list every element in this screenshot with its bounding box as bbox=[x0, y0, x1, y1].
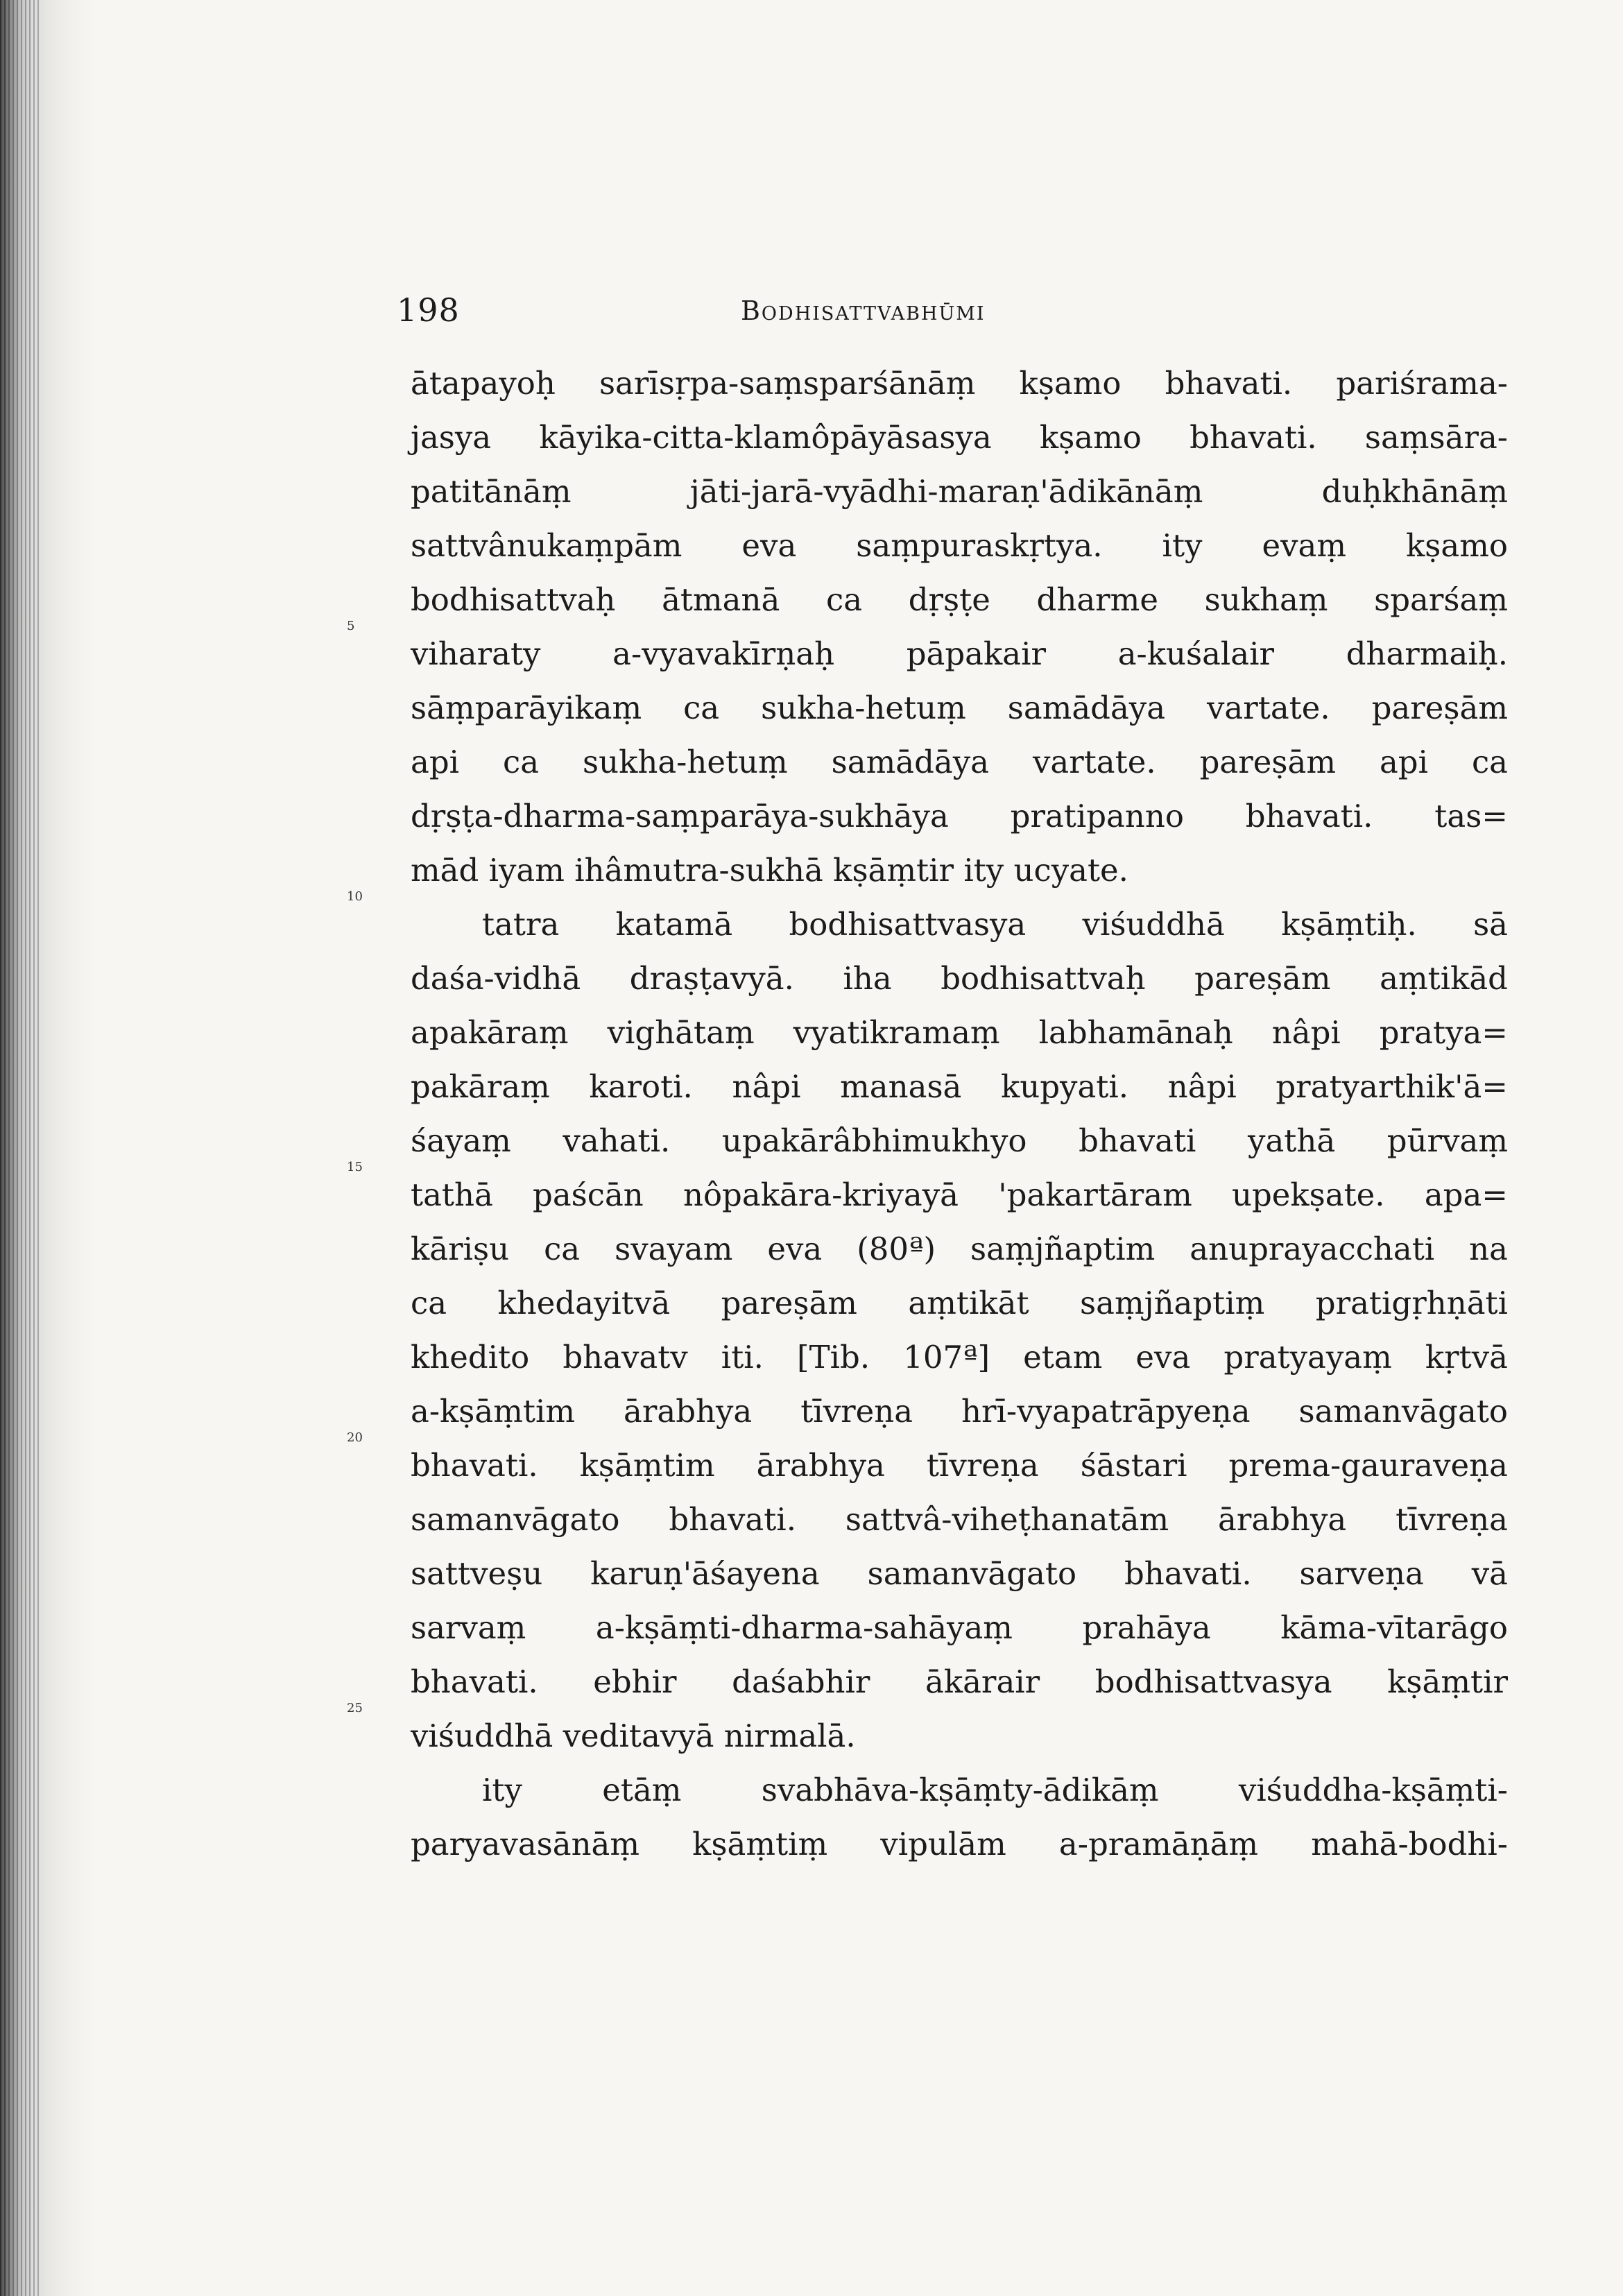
text-line: viśuddhā veditavyā nirmalā. bbox=[411, 1717, 856, 1754]
text-line: ca khedayitvā pareṣām aṃtikāt saṃjñaptiṃ pratigṛhṇāti bbox=[411, 1285, 1508, 1321]
text-line: samanvāgato bhavati. sattvâ-viheṭhanatām ārabhya tīvreṇa bbox=[411, 1501, 1508, 1538]
text-line: bodhisattvaḥ ātmanā ca dṛṣṭe dharme sukhaṃ sparśaṃ bbox=[411, 581, 1508, 618]
text-line: api ca sukha-hetuṃ samādāya vartate. pareṣām api ca bbox=[411, 744, 1508, 780]
scan-binding-shadow bbox=[0, 0, 42, 2296]
text-line: a-kṣāṃtim ārabhya tīvreṇa hrī-vyapatrāpyeṇa samanvāgato bbox=[411, 1393, 1508, 1430]
running-title: Bodhisattvabhūmi bbox=[741, 295, 986, 326]
margin-number: 20 bbox=[347, 1430, 363, 1445]
text-line: dṛṣṭa-dharma-saṃparāya-sukhāya pratipanno bhavati. tas= bbox=[411, 798, 1508, 834]
text-line: sattveṣu karuṇ'āśayena samanvāgato bhavati. sarveṇa vā bbox=[411, 1555, 1508, 1592]
text-line: pakāraṃ karoti. nâpi manasā kupyati. nâpi pratyarthik'ā= bbox=[411, 1068, 1508, 1105]
text-line: khedito bhavatv iti. [Tib. 107ª] etam eva pratyayaṃ kṛtvā bbox=[411, 1339, 1508, 1376]
margin-number: 15 bbox=[347, 1160, 363, 1174]
text-line: sattvânukaṃpām eva saṃpuraskṛtya. ity evaṃ kṣamo bbox=[411, 527, 1508, 564]
page-header bbox=[0, 291, 1623, 340]
text-line: sāṃparāyikaṃ ca sukha-hetuṃ samādāya vartate. pareṣām bbox=[411, 689, 1508, 726]
text-line: patitānāṃ jāti-jarā-vyādhi-maraṇ'ādikānāṃ duḥkhānāṃ bbox=[411, 473, 1508, 510]
text-line: ity etāṃ svabhāva-kṣāṃty-ādikāṃ viśuddha-kṣāṃti- bbox=[482, 1772, 1508, 1808]
margin-number: 5 bbox=[347, 619, 355, 633]
text-line: tathā paścān nôpakāra-kriyayā 'pakartāram upekṣate. apa= bbox=[411, 1176, 1508, 1213]
text-line: mād iyam ihâmutra-sukhā kṣāṃtir ity ucyate. bbox=[411, 852, 1128, 889]
text-line: daśa-vidhā draṣṭavyā. iha bodhisattvaḥ pareṣām aṃtikād bbox=[411, 960, 1508, 997]
margin-number: 10 bbox=[347, 889, 363, 904]
text-line: śayaṃ vahati. upakārâbhimukhyo bhavati yathā pūrvaṃ bbox=[411, 1122, 1508, 1159]
text-line: jasya kāyika-citta-klamôpāyāsasya kṣamo bhavati. saṃsāra- bbox=[411, 419, 1508, 456]
text-line: paryavasānāṃ kṣāṃtiṃ vipulām a-pramāṇāṃ mahā-bodhi- bbox=[411, 1826, 1508, 1862]
text-line: bhavati. kṣāṃtim ārabhya tīvreṇa śāstari prema-gauraveṇa bbox=[411, 1447, 1508, 1484]
text-line: kāriṣu ca svayam eva (80ª) saṃjñaptim anuprayacchati na bbox=[411, 1231, 1508, 1267]
page-number: 198 bbox=[397, 291, 460, 329]
text-line: viharaty a-vyavakīrṇaḥ pāpakair a-kuśalair dharmaiḥ. bbox=[411, 635, 1508, 672]
text-line: ātapayoḥ sarīsṛpa-saṃsparśānāṃ kṣamo bhavati. pariśrama- bbox=[411, 365, 1508, 402]
text-line: sarvaṃ a-kṣāṃti-dharma-sahāyaṃ prahāya kāma-vītarāgo bbox=[411, 1609, 1508, 1646]
text-line: apakāraṃ vighātaṃ vyatikramaṃ labhamānaḥ nâpi pratya= bbox=[411, 1014, 1508, 1051]
margin-number: 25 bbox=[347, 1701, 363, 1715]
text-line: bhavati. ebhir daśabhir ākārair bodhisattvasya kṣāṃtir bbox=[411, 1663, 1508, 1700]
text-line: tatra katamā bodhisattvasya viśuddhā kṣāṃtiḥ. sā bbox=[482, 906, 1508, 943]
